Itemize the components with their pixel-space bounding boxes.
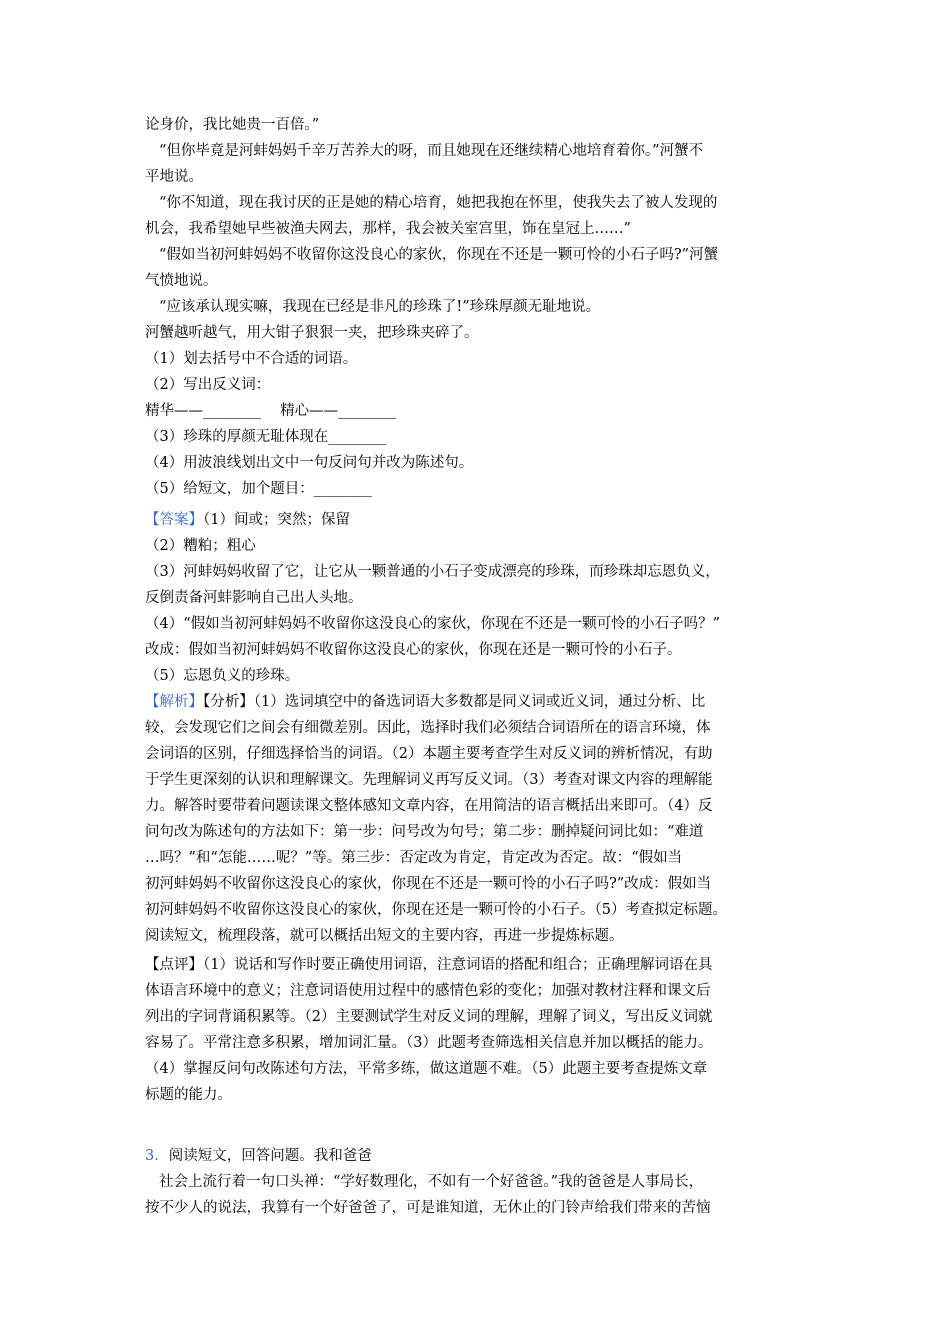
- question-3-heading: [145, 1146, 825, 1166]
- passage-line: “应该承认现实嘛，我现在已经是非凡的珍珠了!”珍珠厚颜无耻地说。: [159, 299, 601, 315]
- analysis-tag: 【解析】: [145, 694, 203, 710]
- analysis-line: 问句改为陈述句的方法如下：第一步：问号改为句号；第二步：删掉疑问词比如：“难道: [145, 824, 704, 840]
- answer-line: （5）忘恩负义的珍珠。: [145, 668, 300, 684]
- question-number: 3．: [145, 1148, 169, 1164]
- passage-line: “假如当初河蚌妈妈不收留你这没良心的家伙，你现在不还是一颗可怜的小石子吗?”河蟹: [159, 247, 719, 263]
- answer-line: （3）河蚌妈妈收留了它，让它从一颗普通的小石子变成漂亮的珍珠，而珍珠却忘恩负义，: [145, 564, 720, 580]
- answer-line: 改成：假如当初河蚌妈妈不收留你这没良心的家伙，你现在还是一颗可怜的小石子。: [145, 642, 682, 658]
- analysis-text: 【分析】（1）选词填空中的备选词语大多数都是同义词或近义词，通过分析、比: [203, 694, 706, 710]
- question-item: （5）给短文，加个题目：________: [145, 481, 372, 497]
- question-title: 阅读短文，回答问题。我和爸爸: [168, 1148, 372, 1164]
- analysis-line: 初河蚌妈妈不收留你这没良心的家伙，你现在不还是一颗可怜的小石子吗?”改成：假如当: [145, 876, 712, 892]
- analysis-line: 力。解答时要带着问题读课文整体感知文章内容，在用简洁的语言概括出来即可。（4）反: [145, 798, 713, 814]
- passage-line: 河蟹越听越气，用大钳子狠狠一夹，把珍珠夹碎了。: [145, 325, 479, 341]
- answer-first-line: [145, 510, 825, 530]
- passage-line: “你不知道，现在我讨厌的正是她的精心培育，她把我抱在怀里，使我失去了被人发现的: [159, 195, 718, 211]
- comment-line: 标题的能力。: [145, 1087, 232, 1103]
- passage-line: “但你毕竟是河蚌妈妈千辛万苦养大的呀，而且她现在还继续精心地培育着你。”河蟹不: [159, 143, 704, 159]
- answer-text: （1）间或；突然；保留: [203, 512, 350, 528]
- question-item: 精华——________ 精心——________: [145, 403, 397, 419]
- analysis-line: 初河蚌妈妈不收留你这没良心的家伙，你现在还是一颗可怜的小石子。（5）考查拟定标题。: [145, 902, 727, 918]
- passage-line: 气愤地说。: [145, 273, 218, 289]
- analysis-line: 较，会发现它们之间会有细微差别。因此，选择时我们必须结合词语所在的语言环境，体: [145, 720, 711, 736]
- answer-line: （4）“假如当初河蚌妈妈不收留你这没良心的家伙，你现在不还是一颗可怜的小石子吗？”: [145, 616, 721, 632]
- analysis-first-line: [145, 692, 825, 712]
- comment-line: 容易了。平常注意多积累，增加词汇量。（3）此题考查筛选相关信息并加以概括的能力。: [145, 1035, 713, 1051]
- answer-tag: 【答案】: [145, 512, 203, 528]
- answer-line: （2）糟粕；粗心: [145, 538, 256, 554]
- question-item: （4）用波浪线划出文中一句反问句并改为陈述句。: [145, 455, 474, 471]
- question-item: （3）珍珠的厚颜无耻体现在________: [145, 429, 387, 445]
- analysis-line: 阅读短文，梳理段落，就可以概括出短文的主要内容，再进一步提炼标题。: [145, 928, 624, 944]
- question-item: （1）划去括号中不合适的词语。: [145, 351, 358, 367]
- question-item: （2）写出反义词：: [145, 377, 271, 393]
- analysis-line: 会词语的区别，仔细选择恰当的词语。（2）本题主要考查学生对反义词的辨析情况，有助: [145, 746, 713, 762]
- passage-line: 论身价，我比她贵一百倍。”: [145, 117, 320, 133]
- passage-line: 平地说。: [145, 169, 203, 185]
- question-3-line: 按不少人的说法，我算有一个好爸爸了，可是谁知道，无休止的门铃声给我们带来的苦恼: [145, 1200, 711, 1216]
- comment-line: 【点评】（1）说话和写作时要正确使用词语，注意词语的搭配和组合；正确理解词语在具: [145, 957, 713, 973]
- analysis-line: …吗？”和“怎能……呢？”等。第三步：否定改为肯定，肯定改为否定。故：“假如当: [145, 850, 683, 866]
- comment-line: （4）掌握反问句改陈述句方法，平常多练，做这道题不难。（5）此题主要考查提炼文章: [145, 1061, 708, 1077]
- question-3-line: 社会上流行着一句口头禅：“学好数理化，不如有一个好爸爸。”我的爸爸是人事局长，: [159, 1174, 704, 1190]
- comment-line: 体语言环境中的意义；注意词语使用过程中的感情色彩的变化；加强对教材注释和课文后: [145, 983, 711, 999]
- analysis-line: 于学生更深刻的认识和理解课文。先理解词义再写反义词。（3）考查对课文内容的理解能: [145, 772, 713, 788]
- passage-line: 机会，我希望她早些被渔夫网去，那样，我会被关室宫里，饰在皇冠上……”: [145, 221, 631, 237]
- answer-line: 反倒责备河蚌影响自己出人头地。: [145, 590, 363, 606]
- comment-line: 列出的字词背诵积累等。（2）主要测试学生对反义词的理解，理解了词义，写出反义词就: [145, 1009, 713, 1025]
